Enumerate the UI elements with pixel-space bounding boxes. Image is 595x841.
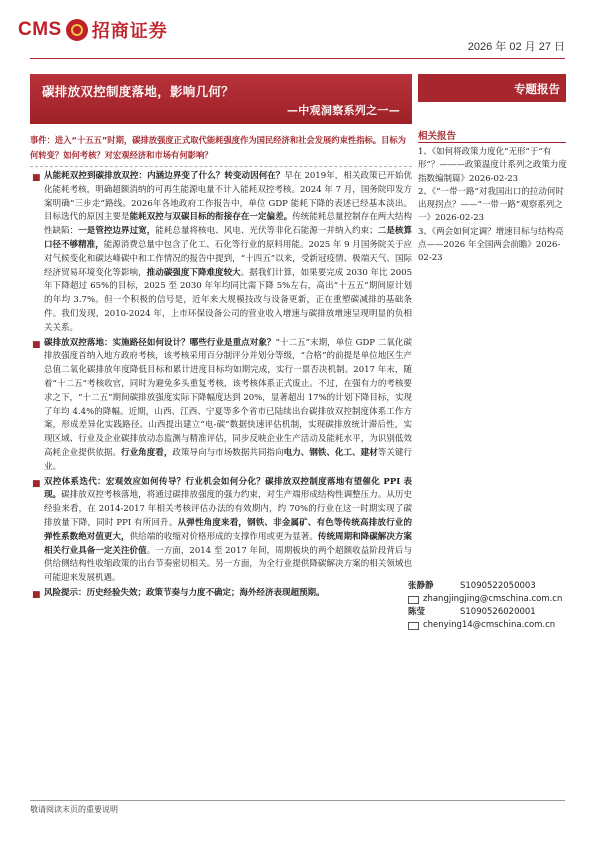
section-emphasis: 推动碳强度下降难度较大 (146, 267, 241, 278)
section-emphasis: 从弹性角度来看，钢铁、非金属矿、有色等传统高排放行业的弹性系数绝对值更大， (44, 517, 413, 542)
report-subtitle: —中观洞察系列之一— (287, 104, 400, 117)
section-text: 传统能耗总量控制存在两大结构性缺陷： (44, 212, 412, 237)
title-banner (30, 74, 412, 124)
report-category: 专题报告 (514, 82, 560, 96)
category-banner (418, 74, 566, 102)
section-text: 供给端的收缩对价格形成的支撑作用或更为显著。 (129, 531, 318, 542)
footer-divider (30, 800, 565, 801)
section-emphasis: 能耗双控与双碳目标的衔接存在一定偏差。 (129, 212, 293, 223)
analyst-row (408, 606, 568, 619)
section-emphasis: 传统周期和降碳解决方案相关行业具备一定关注价值 (44, 531, 412, 556)
section-text: 能源消费总量中包含了化工、石化等行业的原料用能。2025 年 9 月国务院关于应对气候变化和碳达峰碳中和工作情况的报告中提到，“十四五”以来，受新冠疫情、极端天气、国际经济贸易环境变化等影响， (44, 239, 412, 278)
event-divider (30, 166, 412, 167)
analyst-id: S1090522050003 (460, 581, 536, 591)
analyst-email-row (408, 593, 568, 606)
section-heading: 从能耗双控到碳排放双控：内涵边界变了什么？转变动因何在？ (44, 171, 285, 181)
event-summary: 事件：进入“十五五”时期，碳排放强度正式取代能耗强度作为国民经济和社会发展约束性指标。目标为何转变？如何考核？对宏观经济和市场有何影响？ (30, 135, 406, 160)
related-reports-title: 相关报告 (418, 131, 457, 142)
related-report-link[interactable]: 2、《“一带一路”对我国出口的拉动何时出现拐点？——“一带一路”观察系列之一》2026-02-23 (418, 186, 564, 224)
analyst-name: 陈莹 (408, 607, 426, 617)
analyst-name: 张静静 (408, 581, 434, 591)
analyst-email-row (408, 619, 568, 632)
mail-icon (408, 596, 419, 604)
section-1 (32, 170, 412, 336)
analyst-id: S1090526020001 (460, 607, 536, 617)
bullet-icon: ■ (32, 339, 41, 350)
section-text: 政策导向与市场数据共同指向 (172, 447, 284, 458)
section-text: 。一方面，2014 至 2017 年间，周期板块的两个超额收益阶段背后与供给侧结构性收缩政策的出台节奏密切相关。另一方面，为全行业提供降碳解决方案的相关领域也可能迎来发展机遇。 (44, 545, 412, 584)
bullet-icon: ■ (32, 478, 41, 489)
risk-warning: 风险提示：历史经验失效；政策节奏与力度不确定；海外经济表现超预期。 (44, 587, 325, 598)
mail-icon (408, 622, 419, 630)
section-text: 能耗总量将核电、风电、光伏等非化石能源一并纳入约束； (155, 226, 378, 237)
logo-emblem-icon (66, 19, 88, 41)
section-emphasis: 电力、钢铁、化工、建材 (283, 447, 378, 458)
section-emphasis: 行业角度看， (121, 447, 173, 458)
logo-text-latin: CMS (18, 19, 62, 40)
analyst-email[interactable]: chenying14@cmschina.com.cn (423, 620, 556, 630)
related-reports-divider (418, 142, 566, 143)
related-report-link[interactable]: 1、《如何将政策力度化“无形”于“有形”？———政策温度计系列之政策力度指数编制篇》2026-02-23 (418, 147, 567, 184)
analyst-row (408, 580, 568, 593)
section-text: “十二五”末期，单位 GDP 二氧化碳排放强度首纳入地方政府考核，该考核采用百分制评分并划分等级，“合格”的前提是单位地区生产总值二氧化碳排放年度降低目标和累计进度目标均如期完成，实行一票否决机制。2017 年末，随着“十二五”考核收官，同时为避免多头重复考核，该考核体系正式废止。不过，在强有力的考核要求之下，“十二五”期间碳排放强度实际下降幅度达到 20%，显著超出 17%的计划下降目标，实现了年均 4.4%的降幅。近期，山西、江西、宁夏等多个省市已陆续出台碳排放双控制度体系工作方案，形成差异化实践路径。山西提出建立“电-碳”数据快速评估机制，实现碳排放统计滞后性，实现区域、行业及企业碳排放动态监测与精准评估，同步反映企业生产活动及能耗水平，为识别低效高耗企业提供依据。 (44, 337, 412, 458)
report-date: 2026 年 02 月 27 日 (467, 41, 565, 53)
bullet-icon: ■ (32, 589, 41, 600)
main-body (32, 170, 412, 602)
section-text: 等关键行业。 (44, 447, 412, 472)
section-emphasis: 一是管控边界过宽， (78, 226, 156, 237)
related-reports-list (418, 146, 568, 266)
header-divider (30, 58, 565, 59)
section-text: 碳排放双控考核落地，将通过碳排放强度的强力约束，对生产端形成结构性调整压力。从历史经验来看，在 2014-2017 年相关考核评估办法的有效期内，约 70%的行业在这一时期实现了碳排放量下降，同时 PPI 有所回升。 (44, 490, 412, 528)
bullet-icon: ■ (32, 173, 41, 183)
section-heading: 碳排放双控落地：实施路径如何设计？哪些行业是重点对象？ (44, 337, 276, 348)
analyst-block (408, 580, 568, 632)
section-emphasis: 二是核算口径不够精准， (44, 226, 412, 250)
analyst-email[interactable]: zhangjingjing@cmschina.com.cn (423, 594, 563, 604)
section-text: 早在 2019年，相关政策已开始优化能耗考核，明确超额消纳的可再生能源电量不计入能耗双控考核。2024 年 7 月，国务院印发方案明确“三步走”路线。2026年各地政府工作报告中，单位 GDP 能耗下降的表述已经基本淡出。目标选代的原因主要是 (44, 171, 412, 223)
logo-text-cn: 招商证券 (91, 21, 168, 42)
report-title: 碳排放双控制度落地，影响几何？ (42, 84, 235, 99)
company-logo (18, 14, 168, 46)
section-heading: 双控体系迭代：宏观效应如何传导？行业机会如何分化？碳排放双控制度落地有望催化 PPI 表现。 (44, 476, 412, 501)
section-3 (32, 476, 412, 586)
section-2 (32, 337, 412, 475)
section-text: 。据我们计算，如果要完成 2030 年比 2005 年下降超过 65%的目标，2025 至 2030 年年均同比需下降 5%左右，高出“十五五”期间原计划的年均 3.7%。但一个积极的信号是，近年来大规模技改与设备更新，正在重塑碳减排的基础条件。我们发现，2010-2024 年，上市环保设备公司的营业收入增速与碳排放增速呈现明显的负相关关系。 (44, 267, 412, 333)
section-risk (32, 587, 412, 601)
related-report-link[interactable]: 3、《两会如何定调？增速目标与结构亮点——2026 年全国两会前瞻》2026-02-23 (418, 226, 564, 264)
footer-note: 敬请阅读末页的重要说明 (30, 805, 118, 814)
